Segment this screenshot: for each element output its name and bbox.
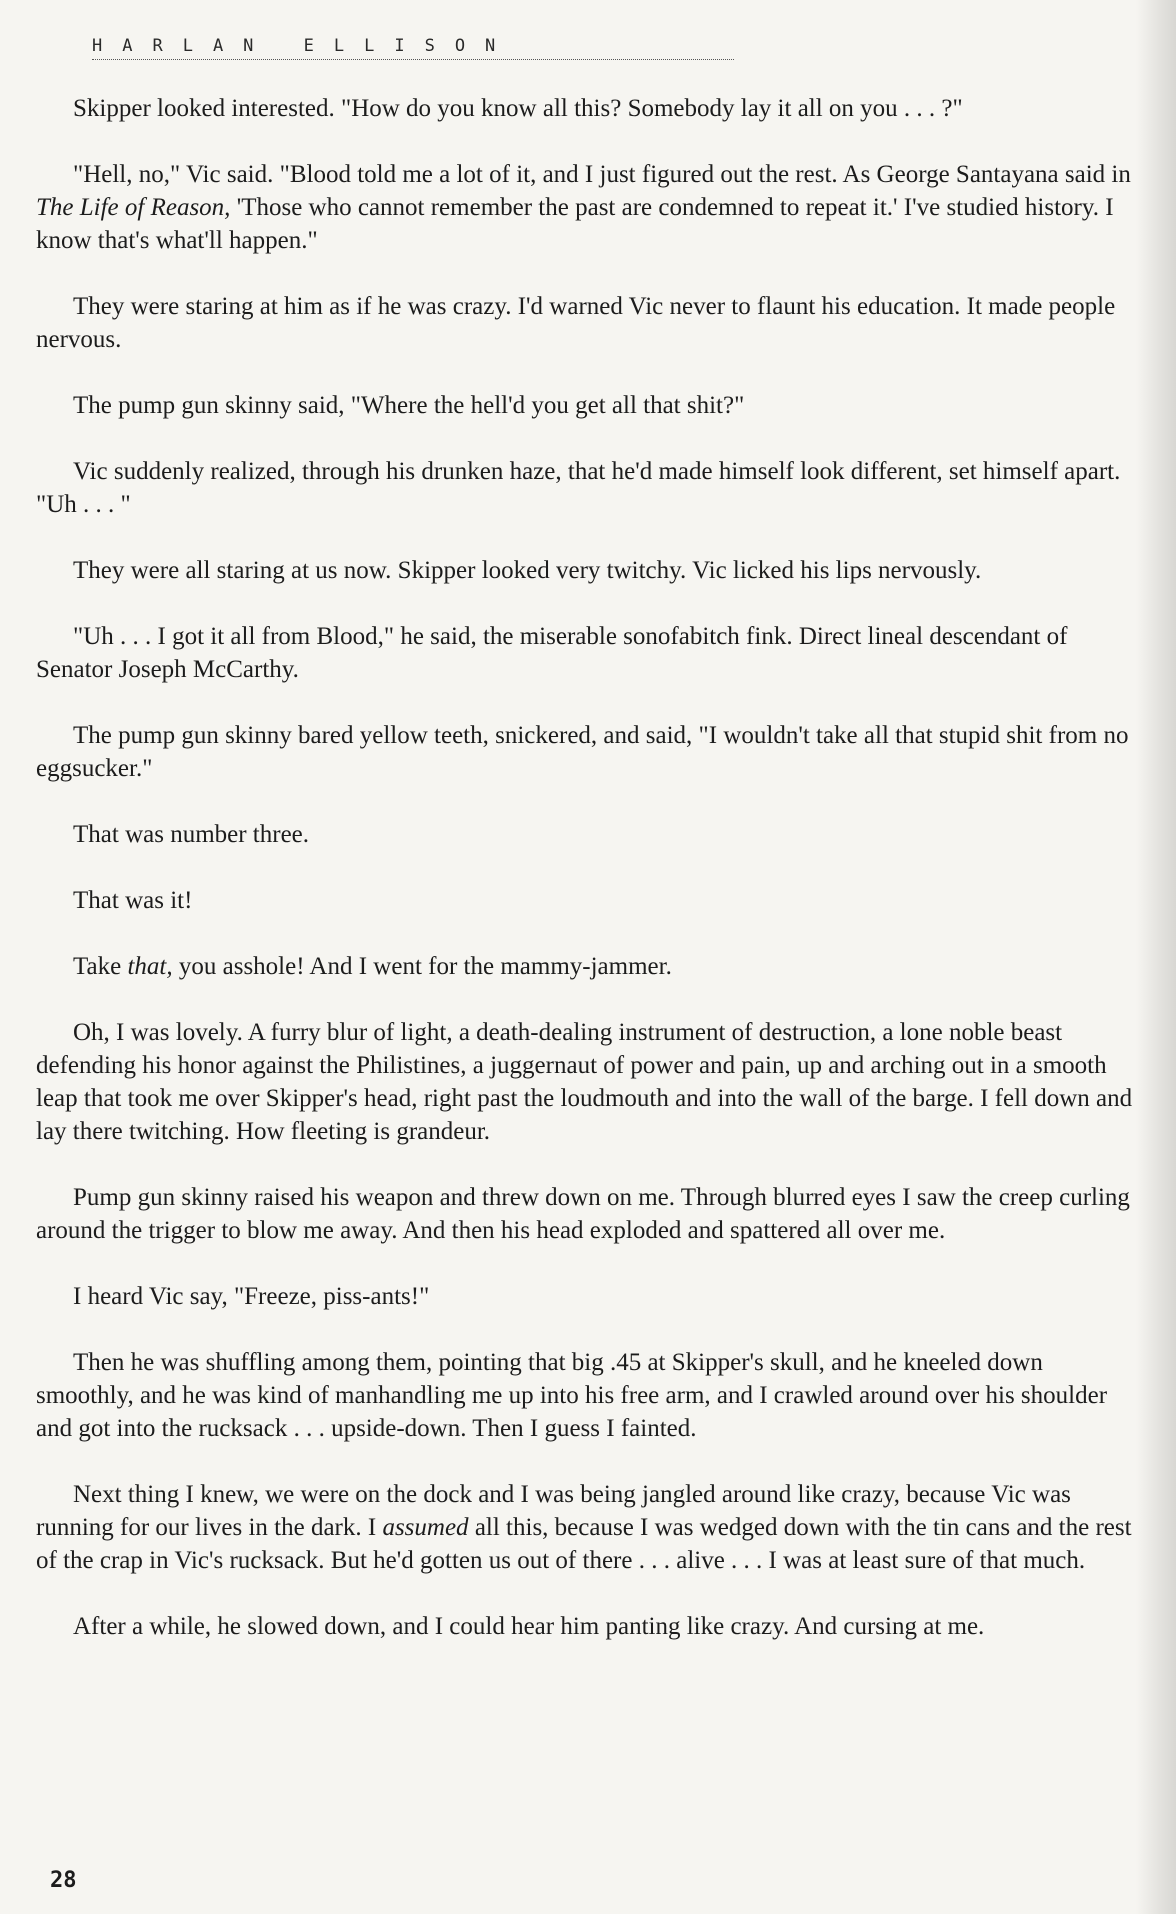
- italic-text: The Life of Reason,: [36, 194, 231, 221]
- paragraph: [36, 455, 1146, 521]
- paragraph: [36, 950, 1146, 983]
- text-run: Pump gun skinny raised his weapon and threw down on me. Through blurred eyes I saw the creep curling around the trigger to blow me away. And then his head exploded and spattered all over me.: [36, 1184, 1130, 1244]
- text-run: Vic suddenly realized, through his drunken haze, that he'd made himself look different, set himself apart. "Uh . . . ": [36, 458, 1121, 518]
- paragraph: [36, 389, 1146, 422]
- paragraph: [36, 1181, 1146, 1247]
- paragraph: [36, 818, 1146, 851]
- running-head: [92, 36, 734, 64]
- text-run: They were staring at him as if he was crazy. I'd warned Vic never to flaunt his education. It made people nervous.: [36, 293, 1116, 353]
- paragraph: [36, 1478, 1146, 1577]
- text-run: That was it!: [73, 887, 193, 914]
- italic-text: assumed: [382, 1514, 469, 1541]
- paragraph: [36, 554, 1146, 587]
- text-run: "Hell, no," Vic said. "Blood told me a lot of it, and I just figured out the rest. As George Santayana said in: [73, 161, 1131, 188]
- paragraph: [36, 1610, 1146, 1643]
- paragraph: [36, 884, 1146, 917]
- paragraph: [36, 290, 1146, 356]
- text-run: After a while, he slowed down, and I could hear him panting like crazy. And cursing at me.: [73, 1613, 985, 1640]
- text-run: all this, because I was wedged down with the tin cans and the rest of the crap in Vic's rucksack. But he'd gotten us out of there . . . alive . . . I was at least sure of that much.: [36, 1514, 1132, 1574]
- text-run: The pump gun skinny bared yellow teeth, snickered, and said, "I wouldn't take all that stupid shit from no eggsucker.": [36, 722, 1129, 782]
- paragraph: [36, 1280, 1146, 1313]
- paragraph: [36, 158, 1146, 257]
- running-head-text: HARLAN ELLISON: [92, 36, 516, 56]
- text-run: I heard Vic say, "Freeze, piss-ants!": [73, 1283, 430, 1310]
- text-run: you asshole! And I went for the mammy-jammer.: [172, 953, 672, 980]
- paragraph: [36, 92, 1146, 125]
- text-run: Take: [73, 953, 128, 980]
- paragraph: [36, 1346, 1146, 1445]
- text-run: Then he was shuffling among them, pointing that big .45 at Skipper's skull, and he kneeled down smoothly, and he was kind of manhandling me up into his free arm, and I crawled around over his shoulder and got into the rucksack . . . upside-down. Then I guess I fainted.: [36, 1349, 1108, 1442]
- paragraph: [36, 620, 1146, 686]
- text-run: Oh, I was lovely. A furry blur of light, a death-dealing instrument of destruction, a lone noble beast defending his honor against the Philistines, a juggernaut of power and pain, up and arching out in a smooth leap that took me over Skipper's head, right past the loudmouth and into the wall of the barge. I fell down and lay there twitching. How fleeting is grandeur.: [36, 1019, 1133, 1145]
- body-text: [36, 92, 1146, 1676]
- text-run: Skipper looked interested. "How do you know all this? Somebody lay it all on you . . . ?": [73, 95, 963, 122]
- text-run: The pump gun skinny said, "Where the hell'd you get all that shit?": [73, 392, 745, 419]
- text-run: That was number three.: [73, 821, 310, 848]
- page-number: 28: [50, 1868, 77, 1893]
- italic-text: that,: [127, 953, 173, 980]
- text-run: They were all staring at us now. Skipper looked very twitchy. Vic licked his lips nervously.: [73, 557, 982, 584]
- text-run: Next thing I knew, we were on the dock and I was being jangled around like crazy, because Vic was running for our lives in the dark. I: [36, 1481, 1071, 1541]
- text-run: 'Those who cannot remember the past are condemned to repeat it.' I've studied history. I know that's what'll happen.": [36, 194, 1114, 254]
- text-run: "Uh . . . I got it all from Blood," he said, the miserable sonofabitch fink. Direct lineal descendant of Senator Joseph McCarthy.: [36, 623, 1068, 683]
- paragraph: [36, 719, 1146, 785]
- running-head-rule: [92, 59, 734, 60]
- paragraph: [36, 1016, 1146, 1148]
